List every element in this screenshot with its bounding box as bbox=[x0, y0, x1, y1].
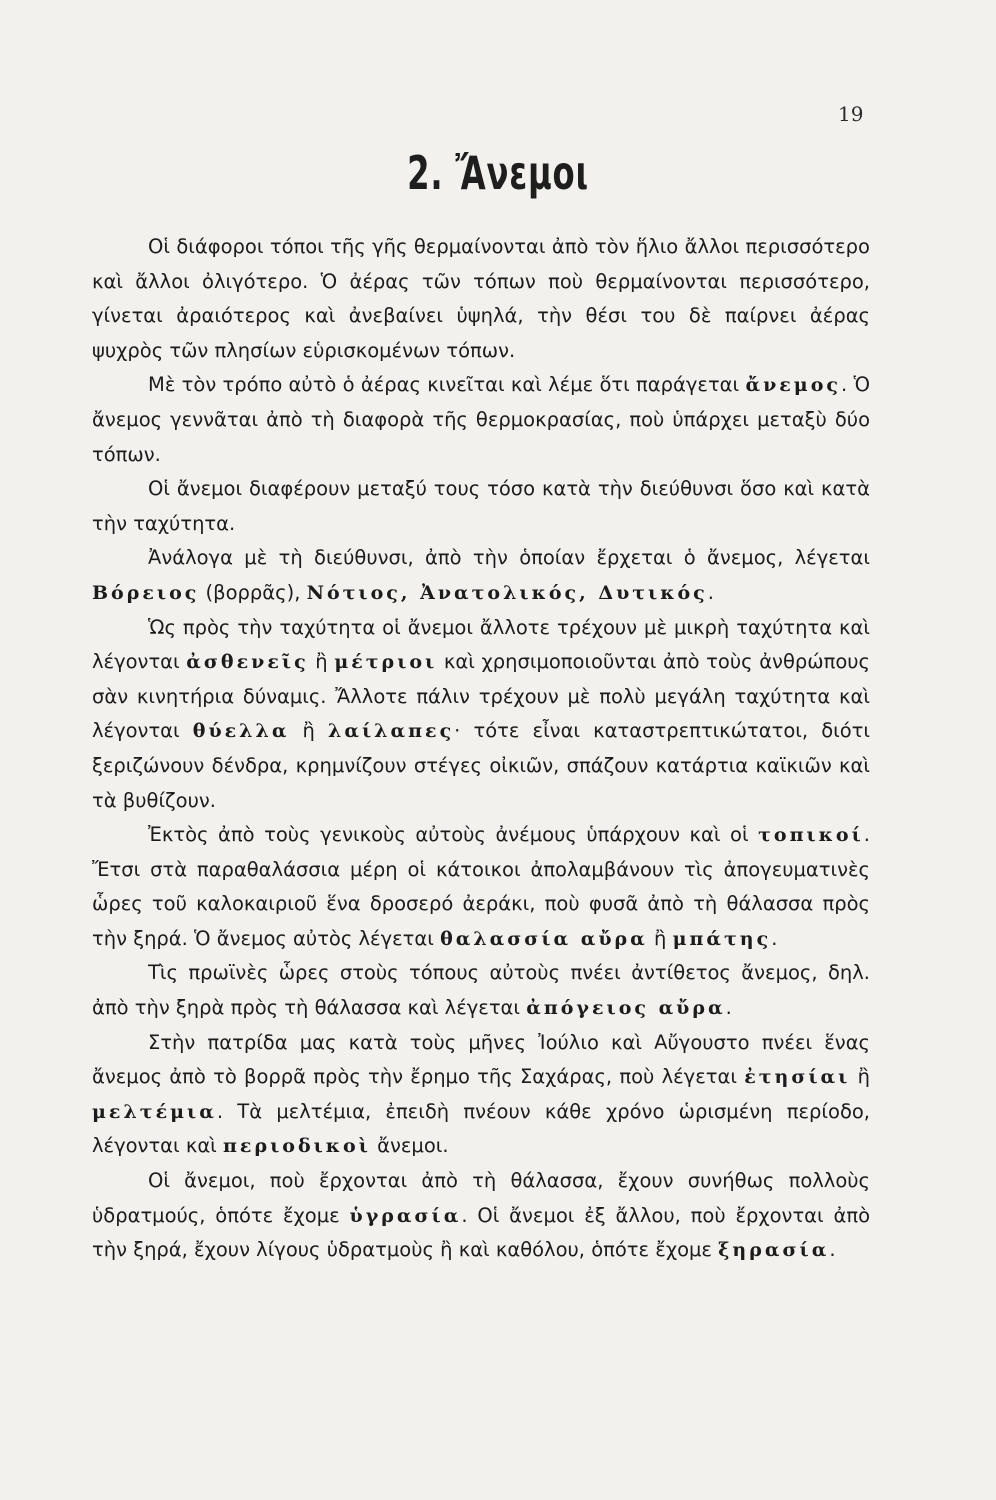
body-text bbox=[92, 230, 870, 1268]
text-run: ἢ bbox=[850, 1065, 870, 1089]
emphasized-term: περιοδικοὶ bbox=[222, 1135, 371, 1158]
emphasized-term: τοπικοί bbox=[758, 824, 864, 847]
text-run: Ὡς πρὸς τὴν ταχύτητα οἱ ἄνεμοι ἄλλοτε τρέχουν μὲ μικρὴ ταχύτητα καὶ λέγονται bbox=[92, 615, 870, 674]
text-run: . Ὁ ἄνεμος γεννᾶται ἀπὸ τὴ διαφορὰ τῆς θερμοκρασίας, ποὺ ὑπάρχει μεταξὺ δύο τόπων. bbox=[92, 373, 871, 466]
text-run: Τὶς πρωϊνὲς ὧρες στοὺς τόπους αὐτοὺς πνέει ἀντίθετος ἄνεμος, δηλ. ἀπὸ τὴν ξηρὰ πρὸς τὴ θάλασσα καὶ λέγεται bbox=[92, 961, 870, 1020]
emphasized-term: θύελλα bbox=[192, 720, 290, 743]
text-run: . bbox=[771, 926, 778, 950]
text-run: . Ἔτσι στὰ παραθαλάσσια μέρη οἱ κάτοικοι ἀπολαμβάνουν τὶς ἀπογευματινὲς ὧρες τοῦ καλοκαιριοῦ ἕνα δροσερό ἀεράκι, ποὺ φυσᾶ ἀπὸ τὴ θάλασσα πρὸς τὴν ξηρά. Ὁ ἄνεμος αὐτὸς λέγεται bbox=[92, 823, 870, 950]
text-run: Οἱ ἄνεμοι, ποὺ ἔρχονται ἀπὸ τὴ θάλασσα, ἔχουν συνήθως πολλοὺς ὑδρατμούς, ὁπότε ἔχομε bbox=[92, 1169, 870, 1227]
emphasized-term: μέτριοι bbox=[334, 651, 438, 674]
text-run: . Οἱ ἄνεμοι ἐξ ἄλλου, ποὺ ἔρχονται ἀπὸ τὴν ξηρά, ἔχουν λίγους ὑδρατμοὺς ἢ καὶ καθόλου, ὁπότε ἔχομε bbox=[92, 1203, 870, 1262]
page-number: 19 bbox=[838, 102, 864, 126]
emphasized-term: μπάτης bbox=[672, 927, 772, 950]
text-run: ἢ bbox=[289, 719, 329, 743]
paragraph-2 bbox=[92, 368, 870, 472]
emphasized-term: ἐτησίαι bbox=[744, 1066, 851, 1089]
paragraph-9 bbox=[92, 1164, 870, 1268]
paragraph-8 bbox=[92, 1026, 870, 1164]
emphasized-term: θαλασσία αὔρα bbox=[440, 927, 648, 950]
emphasized-term: λαίλαπες bbox=[328, 720, 455, 743]
paragraph-1 bbox=[92, 230, 870, 368]
paragraph-7 bbox=[92, 956, 870, 1025]
text-run: · τότε εἶναι καταστρεπτικώτατοι, διότι ξεριζώνουν δένδρα, κρημνίζουν στέγες οἰκιῶν, σπάζουν κατάρτια καϊκιῶν καὶ τὰ βυθίζουν. bbox=[92, 719, 870, 812]
chapter-title: 2. Ἄνεμοι bbox=[407, 146, 589, 200]
text-run: ἄνεμοι. bbox=[370, 1134, 449, 1158]
text-run: ἢ bbox=[308, 650, 335, 674]
emphasized-term: μελτέμια bbox=[92, 1100, 217, 1123]
emphasized-term: ἀπόγειος αὔρα bbox=[526, 997, 726, 1020]
text-run: . bbox=[829, 1238, 836, 1262]
emphasized-term: ξηρασία bbox=[718, 1239, 830, 1262]
text-run: . bbox=[707, 580, 714, 604]
text-run: ἢ bbox=[647, 926, 673, 950]
text-run: Μὲ τὸν τρόπο αὐτὸ ὁ ἀέρας κινεῖται καὶ λέμε ὅτι παράγεται bbox=[148, 373, 746, 397]
text-run: Οἱ ἄνεμοι διαφέρουν μεταξύ τους τόσο κατὰ τὴν διεύθυνσι ὅσο καὶ κατὰ τὴν ταχύτητα. bbox=[92, 477, 870, 535]
emphasized-term: ἀσθενεῖς bbox=[186, 651, 309, 674]
text-run: καὶ χρησιμοποιοῦνται ἀπὸ τοὺς ἀνθρώπους σὰν κινητήρια δύναμις. Ἄλλοτε πάλιν τρέχουν μὲ πολὺ μεγάλη ταχύτητα καὶ λέγονται bbox=[92, 650, 870, 743]
text-run: . bbox=[725, 996, 732, 1020]
paragraph-4 bbox=[92, 541, 870, 610]
emphasized-term: ἄνεμος bbox=[745, 374, 841, 397]
emphasized-term: Βόρειος bbox=[92, 581, 200, 604]
paragraph-6 bbox=[92, 818, 870, 956]
text-run: Ἀνάλογα μὲ τὴ διεύθυνσι, ἀπὸ τὴν ὁποίαν ἔρχεται ὁ ἄνεμος, λέγεται bbox=[148, 546, 870, 570]
text-run: Στὴν πατρίδα μας κατὰ τοὺς μῆνες Ἰούλιο καὶ Αὔγουστο πνέει ἕνας ἄνεμος ἀπὸ τὸ βορρᾶ πρὸς τὴν ἔρημο τῆς Σαχάρας, ποὺ λέγεται bbox=[92, 1030, 870, 1089]
emphasized-term: ὑγρασία bbox=[349, 1204, 462, 1227]
text-run: (βορρᾶς), bbox=[199, 580, 307, 604]
paragraph-5 bbox=[92, 611, 870, 819]
text-run: Οἱ διάφοροι τόποι τῆς γῆς θερμαίνονται ἀπὸ τὸν ἥλιο ἄλλοι περισσότερο καὶ ἄλλοι ὀλιγότερο. Ὁ ἀέρας τῶν τόπων ποὺ θερμαίνονται περισσότερο, γίνεται ἀραιότερος καὶ ἀνεβαίνει ὑψηλά, τὴν θέσι του δὲ παίρνει ἀέρας ψυχρὸς τῶν πλησίων εὑρισκομένων τόπων. bbox=[92, 235, 870, 362]
paragraph-3 bbox=[92, 472, 870, 541]
emphasized-term: Νότιος, Ἀνατολικός, Δυτικός bbox=[306, 581, 708, 604]
text-run: . Τὰ μελτέμια, ἐπειδὴ πνέουν κάθε χρόνο ὡρισμένη περίοδο, λέγονται καὶ bbox=[92, 1099, 870, 1158]
text-run: Ἐκτὸς ἀπὸ τοὺς γενικοὺς αὐτοὺς ἀνέμους ὑπάρχουν καὶ οἱ bbox=[148, 823, 759, 847]
